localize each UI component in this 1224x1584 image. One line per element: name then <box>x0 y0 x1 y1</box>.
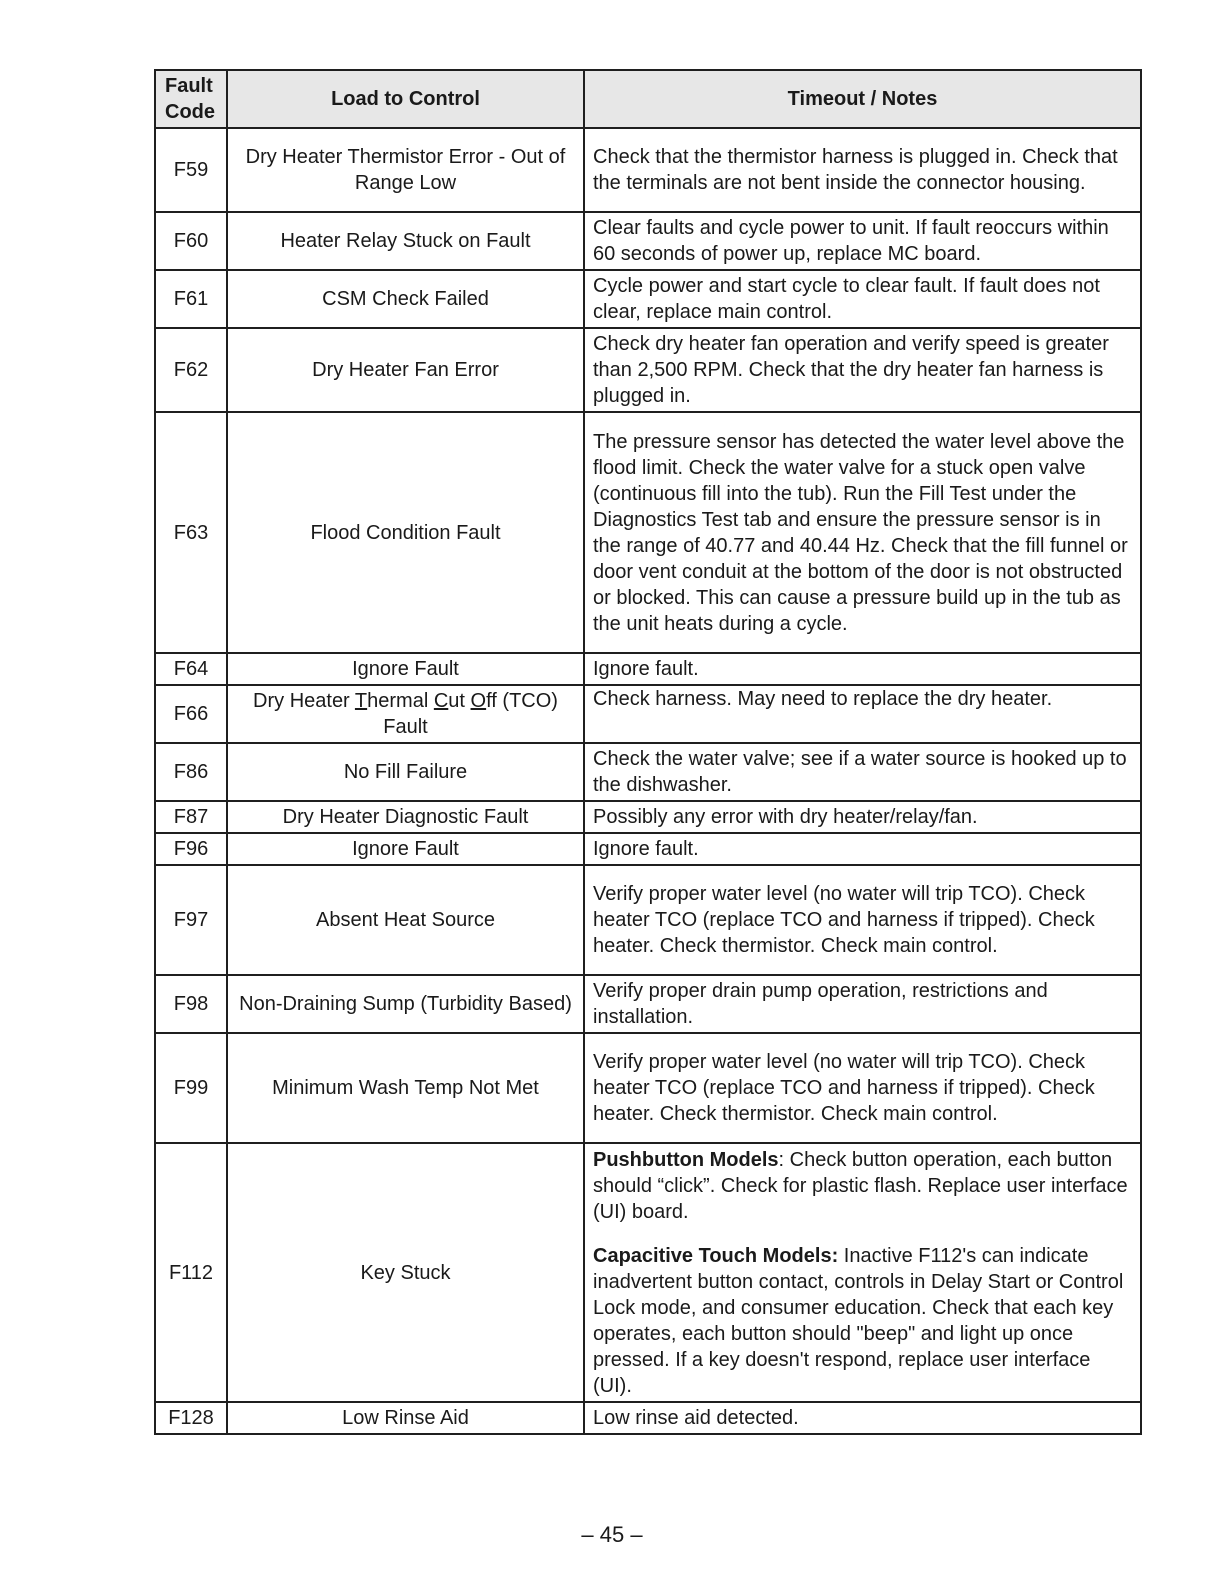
table-row <box>155 270 1141 328</box>
load-to-control: No Fill Failure <box>227 743 584 801</box>
fault-code: F63 <box>155 412 227 653</box>
table-row <box>155 1143 1141 1402</box>
timeout-notes: Cycle power and start cycle to clear fault. If fault does not clear, replace main control. <box>584 270 1141 328</box>
timeout-notes: The pressure sensor has detected the water level above the flood limit. Check the water valve for a stuck open valve (continuous fill into the tub). Run the Fill Test under the Diagnostics Test tab and ensure the pressure sensor is in the range of 40.77 and 40.44 Hz. Check that the fill funnel or door vent conduit at the bottom of the door is not obstructed or blocked. This can cause a pressure build up in the tub as the unit heats during a cycle. <box>584 412 1141 653</box>
page-number: – 45 – <box>581 1522 643 1547</box>
load-to-control: Key Stuck <box>227 1143 584 1402</box>
table-row <box>155 328 1141 412</box>
table-row <box>155 975 1141 1033</box>
fault-code: F66 <box>155 685 227 743</box>
timeout-notes: Verify proper water level (no water will trip TCO). Check heater TCO (replace TCO and harness if tripped). Check heater. Check thermistor. Check main control. <box>584 1033 1141 1143</box>
table-row <box>155 212 1141 270</box>
load-text-part: Dry Heater <box>253 690 355 712</box>
load-to-control <box>227 685 584 743</box>
table-row <box>155 865 1141 975</box>
fault-code: F62 <box>155 328 227 412</box>
fault-code: F61 <box>155 270 227 328</box>
load-to-control: Low Rinse Aid <box>227 1402 584 1434</box>
capacitive-touch-models-text: Inactive F112's can indicate inadvertent button contact, controls in Delay Start or Control Lock mode, and consumer education. Check that each key operates, each button should "beep" and light up once pressed. If a key doesn't respond, replace user interface (UI). <box>593 1244 1124 1397</box>
fault-code: F60 <box>155 212 227 270</box>
fault-code: F128 <box>155 1402 227 1434</box>
fault-code: F98 <box>155 975 227 1033</box>
load-to-control: Flood Condition Fault <box>227 412 584 653</box>
table-row <box>155 128 1141 212</box>
fault-code: F59 <box>155 128 227 212</box>
load-to-control: Minimum Wash Temp Not Met <box>227 1033 584 1143</box>
table-row <box>155 1402 1141 1434</box>
load-to-control: Heater Relay Stuck on Fault <box>227 212 584 270</box>
fault-code: F64 <box>155 653 227 685</box>
timeout-notes <box>584 1143 1141 1402</box>
load-to-control: Dry Heater Fan Error <box>227 328 584 412</box>
timeout-notes: Check the water valve; see if a water source is hooked up to the dishwasher. <box>584 743 1141 801</box>
fault-code: F97 <box>155 865 227 975</box>
load-text-part: hermal <box>367 690 434 712</box>
table-row <box>155 833 1141 865</box>
table-row <box>155 412 1141 653</box>
load-to-control: Absent Heat Source <box>227 865 584 975</box>
fault-code-table <box>154 69 1142 1435</box>
fault-code: F112 <box>155 1143 227 1402</box>
timeout-notes: Ignore fault. <box>584 833 1141 865</box>
header-fault-code <box>155 70 227 128</box>
capacitive-touch-models-note <box>593 1243 1134 1399</box>
load-to-control: Dry Heater Thermistor Error - Out of Range Low <box>227 128 584 212</box>
load-to-control: CSM Check Failed <box>227 270 584 328</box>
table-row <box>155 801 1141 833</box>
fault-code: F87 <box>155 801 227 833</box>
fault-code: F96 <box>155 833 227 865</box>
load-to-control: Dry Heater Diagnostic Fault <box>227 801 584 833</box>
header-load-to-control: Load to Control <box>227 70 584 128</box>
timeout-notes: Verify proper drain pump operation, restrictions and installation. <box>584 975 1141 1033</box>
timeout-notes: Check harness. May need to replace the dry heater. <box>584 685 1141 743</box>
timeout-notes: Possibly any error with dry heater/relay/fan. <box>584 801 1141 833</box>
timeout-notes: Verify proper water level (no water will trip TCO). Check heater TCO (replace TCO and harness if tripped). Check heater. Check thermistor. Check main control. <box>584 865 1141 975</box>
table-row <box>155 1033 1141 1143</box>
load-to-control: Ignore Fault <box>227 653 584 685</box>
load-text-part: ff (TCO) Fault <box>383 690 558 738</box>
load-text-underlined: O <box>470 690 487 712</box>
load-to-control: Ignore Fault <box>227 833 584 865</box>
load-to-control: Non-Draining Sump (Turbidity Based) <box>227 975 584 1033</box>
pushbutton-models-label: Pushbutton Models <box>593 1148 779 1171</box>
table-row <box>155 743 1141 801</box>
load-text-part: ut <box>448 690 471 712</box>
header-fault-code-line2: Code <box>165 101 215 123</box>
timeout-notes: Low rinse aid detected. <box>584 1402 1141 1434</box>
pushbutton-models-note <box>593 1147 1134 1225</box>
capacitive-touch-models-label: Capacitive Touch Models: <box>593 1244 839 1267</box>
table-row <box>155 653 1141 685</box>
timeout-notes: Check dry heater fan operation and verify speed is greater than 2,500 RPM. Check that the dry heater fan harness is plugged in. <box>584 328 1141 412</box>
timeout-notes: Clear faults and cycle power to unit. If fault reoccurs within 60 seconds of power up, replace MC board. <box>584 212 1141 270</box>
fault-code: F99 <box>155 1033 227 1143</box>
load-text-underlined: T <box>354 690 368 712</box>
table-header-row <box>155 70 1141 128</box>
pushbutton-models-text: : Check button operation, each button should “click”. Check for plastic flash. Replace user interface (UI) board. <box>593 1148 1128 1223</box>
timeout-notes: Check that the thermistor harness is plugged in. Check that the terminals are not bent inside the connector housing. <box>584 128 1141 212</box>
table-row <box>155 685 1141 743</box>
timeout-notes: Ignore fault. <box>584 653 1141 685</box>
header-fault-code-line1: Fault <box>165 75 213 97</box>
header-timeout-notes: Timeout / Notes <box>584 70 1141 128</box>
fault-code: F86 <box>155 743 227 801</box>
load-text-underlined: C <box>433 690 449 712</box>
